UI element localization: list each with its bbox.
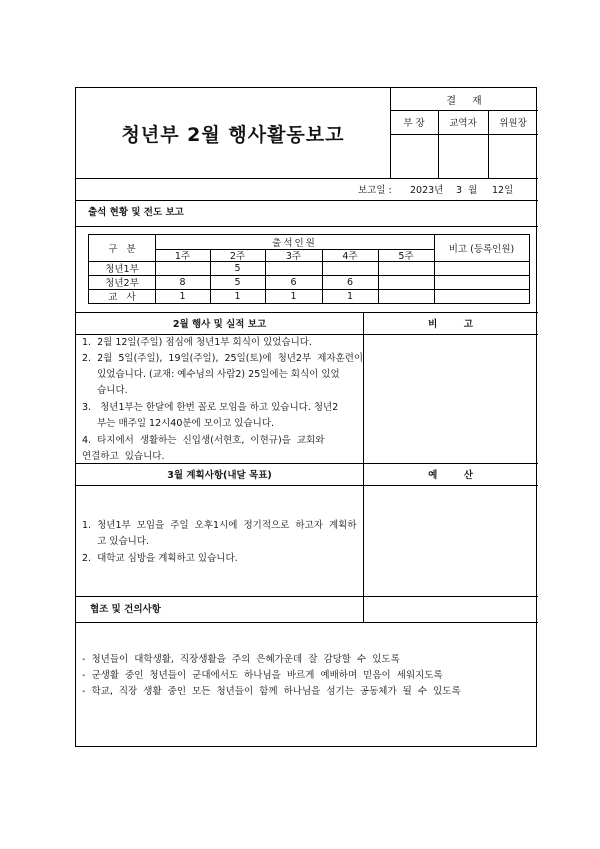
signature-box-head[interactable]	[390, 134, 438, 178]
list-item: 연결하고 있습니다.	[82, 451, 165, 462]
table-cell[interactable]: 1	[234, 290, 241, 302]
list-item: 2. 2월 5일(주일), 19일(주일), 25일(토)에 청년2부 제자훈련이	[82, 353, 364, 364]
report-date-month: 3 월	[456, 185, 478, 196]
events-section-title: 2월 행사 및 실적 보고	[172, 319, 267, 330]
row-label-youth2: 청년2부	[105, 278, 139, 289]
table-cell[interactable]: 6	[346, 276, 354, 288]
divider	[76, 485, 538, 486]
approval-role-pastor: 교역자	[449, 118, 477, 129]
table-cell[interactable]	[378, 275, 434, 289]
cooperation-section-title: 협조 및 건의사항	[90, 604, 161, 615]
list-item: 부는 매주일 12시40분에 모이고 있습니다.	[82, 418, 275, 429]
table-cell[interactable]	[378, 289, 434, 303]
list-item: 1. 2월 12일(주일) 점심에 청년1부 회식이 있었습니다.	[82, 337, 312, 348]
table-cell[interactable]	[378, 261, 434, 275]
signature-box-chair[interactable]	[488, 134, 538, 178]
divider	[76, 226, 538, 227]
table-cell-note[interactable]	[434, 289, 529, 303]
divider	[76, 622, 538, 623]
plan-section-title: 3월 계획사항(내달 목표)	[167, 470, 272, 481]
table-cell[interactable]: 1	[346, 290, 354, 302]
list-item: 고 있습니다.	[82, 536, 150, 547]
list-item: 2. 대학교 심방을 계획하고 있습니다.	[82, 553, 238, 564]
table-cell-note[interactable]	[434, 261, 529, 275]
attendance-section-title: 출석 현황 및 전도 보고	[88, 207, 184, 218]
approval-role-head: 부 장	[403, 118, 425, 129]
table-cell[interactable]: 5	[234, 276, 241, 288]
attendance-header: 출석인원	[272, 238, 317, 249]
report-date-label: 보고일 :	[358, 185, 392, 196]
plan-side-title: 예 산	[428, 470, 473, 481]
list-item: - 군생활 중인 청년들이 군대에서도 하나님을 바르게 예배하며 믿음이 세워지도록	[82, 670, 443, 681]
report-document	[75, 87, 537, 747]
table-cell-note[interactable]	[434, 275, 529, 289]
row-label-teacher: 교 사	[108, 292, 136, 303]
divider	[76, 178, 538, 179]
list-item: - 청년들이 대학생활, 직장생활을 주의 은혜가운데 잘 감당할 수 있도록	[82, 654, 400, 665]
week-2-header: 2주	[229, 251, 246, 262]
attendance-table	[88, 234, 530, 304]
week-5-header: 5주	[398, 251, 414, 262]
row-label-youth1: 청년1부	[105, 264, 139, 275]
attendance-col-group: 구 분	[108, 244, 136, 255]
events-side-title: 비 고	[428, 319, 473, 330]
divider	[76, 200, 538, 201]
week-4-header: 4주	[342, 251, 358, 262]
list-item: 3. 청년1부는 한달에 한번 꼴로 모임을 하고 있습니다. 청년2	[82, 402, 339, 413]
table-cell[interactable]: 6	[290, 276, 297, 288]
approval-header: 결 재	[446, 95, 482, 107]
table-cell[interactable]: 1	[290, 290, 297, 302]
table-cell[interactable]	[155, 261, 210, 275]
report-date-day: 12일	[492, 185, 514, 196]
list-item: 4. 타지에서 생활하는 신입생(서현호, 이현규)을 교회와	[82, 435, 325, 446]
table-cell[interactable]	[265, 261, 322, 275]
week-3-header: 3주	[285, 251, 302, 262]
attendance-note-header: 비고 (등록인원)	[448, 244, 515, 255]
report-date-year: 2023년	[410, 185, 444, 196]
table-cell[interactable]: 5	[234, 262, 241, 274]
divider	[76, 334, 538, 335]
table-cell[interactable]: 8	[179, 276, 186, 288]
page-title: 청년부 2월 행사활동보고	[121, 123, 345, 146]
divider	[76, 596, 538, 597]
table-cell[interactable]: 1	[179, 290, 186, 302]
approval-role-chair: 위원장	[499, 118, 527, 129]
signature-box-pastor[interactable]	[438, 134, 488, 178]
list-item: - 학교, 직장 생활 중인 모든 청년들이 함께 하나님을 섬기는 공동체가 될 수 있도록	[82, 686, 461, 697]
table-cell[interactable]	[322, 261, 378, 275]
list-item: 습니다.	[82, 385, 128, 396]
list-item: 1. 청년1부 모임을 주일 오후1시에 정기적으로 하고자 계획하	[82, 520, 357, 531]
list-item: 있었습니다. (교재: 예수님의 사람2) 25일에는 회식이 있었	[82, 369, 340, 380]
week-1-header: 1주	[174, 251, 191, 262]
